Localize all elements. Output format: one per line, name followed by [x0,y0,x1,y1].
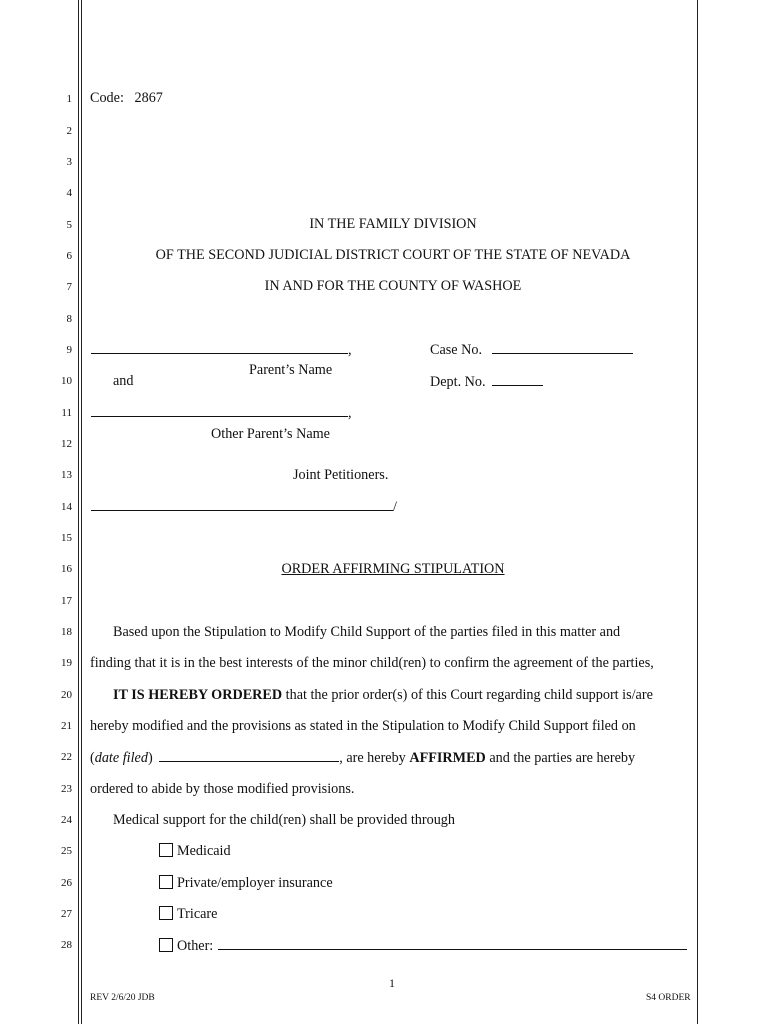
court-heading-line-2: OF THE SECOND JUDICIAL DISTRICT COURT OF THE STATE OF NEVADA [155,247,631,263]
other-field[interactable] [218,936,687,950]
slash: / [393,499,397,515]
line-number: 28 [61,939,72,951]
line-number: 19 [61,657,72,669]
line-number: 17 [61,595,72,607]
case-number-label: Case No. [430,342,483,358]
caption-closing-rule [91,497,393,511]
comma: , [348,405,352,421]
parent-name-blank[interactable] [91,340,348,354]
medicaid-checkbox[interactable] [159,843,173,857]
line-number: 2 [66,125,72,137]
other-checkbox[interactable] [159,938,173,952]
line-number: 10 [61,375,72,387]
private-insurance-label: Private/employer insurance [177,875,333,891]
line-number: 18 [61,626,72,638]
and-label: and [113,373,134,389]
page-number: 1 [389,976,395,990]
line-number: 26 [61,877,72,889]
line-number: 7 [66,281,72,293]
footer-form-id: S4 ORDER [646,993,691,1003]
case-number-field[interactable] [492,340,633,354]
line-number: 12 [61,438,72,450]
order-text: that the prior order(s) of this Court regarding child support is/are [282,687,653,703]
line-number: 13 [61,469,72,481]
code-label: Code: 2867 [90,90,163,106]
parent-name-label: Parent’s Name [249,362,333,378]
body-paragraph-2-line-2: hereby modified and the provisions as stated in the Stipulation to Modify Child Support filed on [90,718,636,734]
document-title [90,560,696,578]
joint-petitioners-label: Joint Petitioners. [293,467,389,483]
line-number: 6 [66,250,72,262]
hereby-ordered-text: IT IS HEREBY ORDERED [113,687,283,703]
line-number: 4 [66,187,72,199]
footer-revision: REV 2/6/20 JDB [90,993,155,1003]
court-heading-line-3: IN AND FOR THE COUNTY OF WASHOE [264,278,522,294]
line-number: 3 [66,156,72,168]
option-medicaid[interactable] [159,842,231,860]
other-label: Other: [177,938,214,954]
line-number: 5 [66,219,72,231]
other-parent-name-blank[interactable] [91,403,348,417]
caption-closing-line [91,497,397,516]
line-number: 24 [61,814,72,826]
line-number: 21 [61,720,72,732]
left-margin-rule-inner [81,0,82,1024]
comma: , [348,342,352,358]
body-paragraph-2-line-4: ordered to abide by those modified provisions. [90,781,355,797]
other-parent-name-label: Other Parent’s Name [211,426,330,442]
line-number: 15 [61,532,72,544]
line-number: 25 [61,845,72,857]
option-tricare[interactable] [159,905,217,923]
option-other[interactable] [159,936,687,955]
body-paragraph-1-line-1: Based upon the Stipulation to Modify Child Support of the parties filed in this matter and [113,624,621,640]
other-parent-name-line[interactable] [91,403,352,422]
date-filed-field[interactable] [159,748,339,762]
private-insurance-checkbox[interactable] [159,875,173,889]
affirmed-text: AFFIRMED [409,750,486,766]
tricare-checkbox[interactable] [159,906,173,920]
court-heading-line-1: IN THE FAMILY DIVISION [309,216,477,232]
medicaid-label: Medicaid [177,843,231,859]
date-filed-label: date filed [94,750,148,766]
body-paragraph-1-line-2: finding that it is in the best interests of the minor child(ren) to confirm the agreement of the parties, [90,655,654,671]
dept-number-label: Dept. No. [430,374,486,390]
line-number: 1 [66,93,72,105]
dept-number-row [430,372,543,391]
right-margin-rule [697,0,698,1024]
body-paragraph-2-line-1 [113,686,653,704]
line-number: 23 [61,783,72,795]
case-number-row [430,340,633,359]
line-number: 22 [61,751,72,763]
left-margin-rule-outer [78,0,79,1024]
line-number: 14 [61,501,72,513]
line-number: 27 [61,908,72,920]
medical-support-intro: Medical support for the child(ren) shall be provided through [113,812,455,828]
line-number: 11 [61,407,72,419]
tricare-label: Tricare [177,906,218,922]
document-title-text: ORDER AFFIRMING STIPULATION [281,561,505,577]
line-number: 16 [61,563,72,575]
line-number: 20 [61,689,72,701]
dept-number-field[interactable] [492,372,543,386]
body-paragraph-2-line-3: (date filed) , are hereby AFFIRMED and the parties are hereby [90,750,636,766]
line-number: 9 [66,344,72,356]
option-private-insurance[interactable] [159,874,333,892]
line-number: 8 [66,313,72,325]
parent-name-line[interactable] [91,340,352,359]
